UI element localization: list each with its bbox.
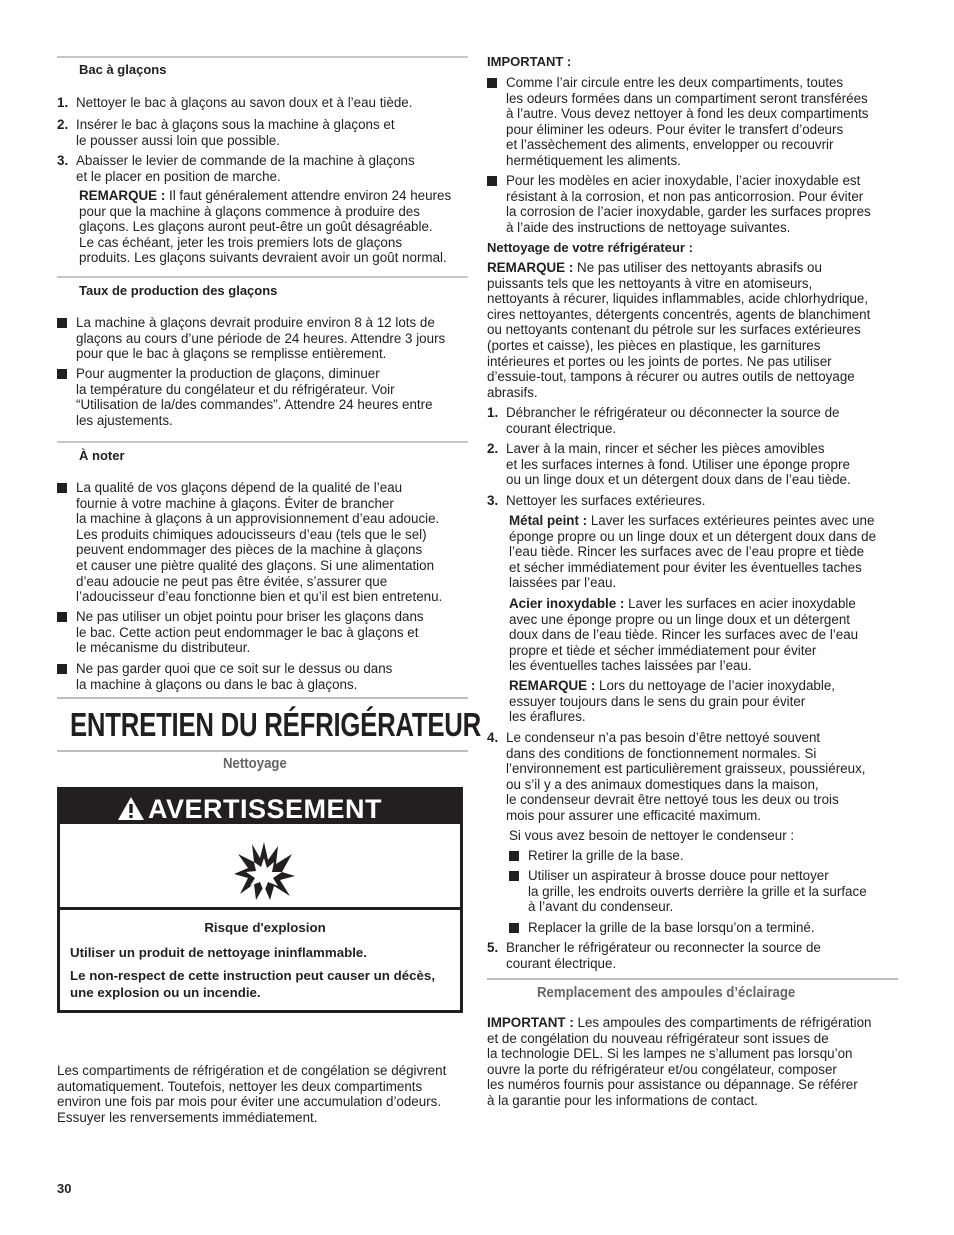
warning-hazard: Risque d'explosion: [204, 920, 326, 935]
warning-triangle-icon: [117, 796, 145, 821]
cleaning-heading: Nettoyage de votre réfrigérateur :: [487, 240, 693, 255]
bullet-square-icon: [509, 871, 519, 881]
bulbs-subtitle: Remplacement des ampoules d’éclairage: [537, 984, 796, 1001]
cleaning-note: REMARQUE : Ne pas utiliser des nettoyants abrasifs ou puissants tels que les nettoyants à vitre en atomiseurs, nettoyants à récurer, liquides inflammables, acide chlorhydrique, cires nettoyantes, détergents concentrés, agents de blanchiment ou nettoyants contenant du pétrole sur les surfaces extérieures (portes et caisse), les pièces en plastique, les garnitures intérieures et portes ou les joints de portes. Ne pas utiliser d’essuie-tout, tampons à récurer ou autres outils de nettoyage abrasifs.: [487, 260, 871, 400]
bullet-square-icon: [57, 483, 67, 493]
bullet-square-icon: [57, 664, 67, 674]
bullet-square-icon: [487, 176, 497, 186]
section-divider: [57, 441, 468, 443]
important-label: IMPORTANT :: [487, 54, 572, 69]
bullet-square-icon: [509, 923, 519, 933]
warning-title: AVERTISSEMENT: [148, 794, 383, 824]
ice-bin-heading: Bac à glaçons: [79, 62, 167, 77]
bullet-square-icon: [487, 78, 497, 88]
notes-heading: À noter: [79, 448, 125, 463]
warning-instruction: Utiliser un produit de nettoyage ininflammable.: [70, 945, 367, 960]
warning-header: [60, 790, 460, 827]
page-number: 30: [57, 1181, 72, 1196]
warning-consequence: Le non-respect de cette instruction peut causer un décès, une explosion ou un incendie.: [70, 968, 436, 1000]
section-divider: [487, 978, 898, 980]
painted-metal-instructions: Métal peint : Laver les surfaces extérieures peintes avec une éponge propre ou un linge doux et un détergent doux dans de l’eau tiède. Rincer les surfaces avec de l’eau propre et tiède et sécher immédiatement pour éviter les éventuelles taches laissées par l’eau.: [509, 513, 877, 591]
condenser-intro: Si vous avez besoin de nettoyer le condenseur :: [509, 828, 795, 843]
ice-rate-heading: Taux de production des glaçons: [79, 283, 278, 298]
cleaning-intro: Les compartiments de réfrigération et de congélation se dégivrent automatiquement. Toutefois, nettoyer les deux compartiments environ une fois par mois pour éviter une accumulation d’odeurs. Essuyer les renversements immédiatement.: [57, 1063, 447, 1125]
section-divider: [57, 697, 468, 699]
section-divider: [57, 56, 468, 58]
warning-divider: [60, 907, 460, 910]
bullet-square-icon: [509, 851, 519, 861]
ice-bin-note: REMARQUE : Il faut généralement attendre environ 24 heures pour que la machine à glaçons commence à produire des glaçons. Les glaçons auront peut-être un goût désagréable. Le cas échéant, jeter les trois premiers lots de glaçons produits. Les glaçons suivants devraient avoir un goût normal.: [79, 188, 452, 266]
stainless-steel-note: REMARQUE : Lors du nettoyage de l’acier inoxydable, essuyer toujours dans le sens du grain pour éviter les éraflures.: [509, 678, 835, 725]
bullet-square-icon: [57, 318, 67, 328]
section-divider: [57, 276, 468, 278]
explosion-icon: [232, 840, 296, 902]
stainless-steel-instructions: Acier inoxydable : Laver les surfaces en acier inoxydable avec une éponge propre ou un linge doux et un détergent doux dans de l’eau tiède. Rincer les surfaces avec de l’eau propre et tiède et sécher immédiatement pour éviter les éventuelles taches laissées par l’eau.: [509, 596, 859, 674]
bullet-square-icon: [57, 612, 67, 622]
warning-box: [57, 787, 463, 1013]
bullet-square-icon: [57, 369, 67, 379]
section-title: ENTRETIEN DU RÉFRIGÉRATEUR: [70, 706, 482, 743]
bulbs-important: IMPORTANT : Les ampoules des compartiments de réfrigération et de congélation du nouveau réfrigérateur sont issues de la technologie DEL. Si les lampes ne s’allument pas lorsqu’on ouvre la porte du réfrigérateur et/ou congélateur, composer les numéros fournis pour assistance ou dépannage. Se référer à la garantie pour les informations de contact.: [487, 1015, 872, 1108]
section-divider: [57, 750, 468, 752]
cleaning-subtitle: Nettoyage: [223, 755, 287, 772]
